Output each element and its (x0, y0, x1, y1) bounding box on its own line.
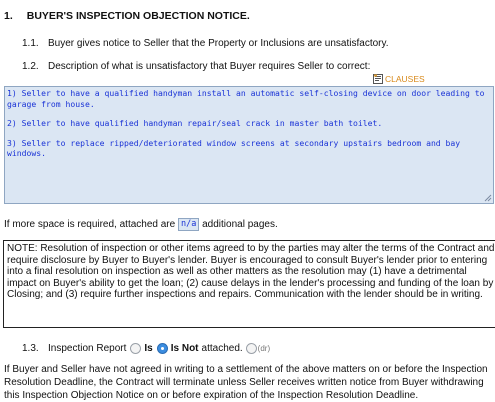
radio-is[interactable] (130, 343, 141, 354)
radio-is-not[interactable] (157, 343, 168, 354)
inspection-report-after: attached. (201, 343, 243, 354)
lender-note: NOTE: Resolution of inspection or other items agreed to by the parties may alter the terms of the Contract and require disclosure by Buyer to Buyer's lender. Buyer is encouraged to consult Buyer's lender prior to entering into a final resolution on inspection as well as other matters as the resolution may (1) have a detrimental impact on Buyer's ability to get the loan; (2) cause delays in the lender's processing and funding of the loan by Closing; and (3) require further inspections and repairs. Communication with the lender should be in writing. (3, 240, 495, 328)
additional-pages-before: If more space is required, attached are (4, 219, 176, 230)
item-1-2 (22, 61, 370, 72)
inspection-report-label: Inspection Report (48, 343, 127, 354)
additional-pages-after: additional pages. (202, 219, 278, 230)
clauses-button[interactable] (373, 74, 425, 84)
radio-dr-label: (dr) (257, 344, 271, 353)
inspection-report-line (22, 343, 270, 354)
clauses-icon (373, 74, 383, 84)
resize-handle-icon[interactable] (484, 194, 492, 202)
item-1-1-text: Buyer gives notice to Seller that the Property or Inclusions are unsatisfactory. (48, 38, 389, 49)
item-1-3-number: 1.3. (22, 343, 39, 354)
description-textarea[interactable] (4, 86, 494, 204)
section-title (4, 10, 250, 22)
item-1-1-number: 1.1. (22, 38, 39, 49)
additional-pages-line (4, 218, 278, 231)
section-number: 1. (4, 10, 13, 22)
item-1-1 (22, 38, 389, 49)
termination-paragraph: If Buyer and Seller have not agreed in writing to a settlement of the above matters on or before the Inspection Resolution Deadline, the Contract will terminate unless Seller receives written notice from Buyer withdrawing this Inspection Objection Notice on or before expiration of the Inspection Resolution Deadline. (4, 364, 488, 401)
item-1-2-number: 1.2. (22, 61, 39, 72)
description-item-2: 2) Seller to have qualified handyman repair/seal crack in master bath toilet. (7, 118, 383, 128)
section-title-text: BUYER'S INSPECTION OBJECTION NOTICE. (26, 10, 250, 22)
radio-is-not-label: Is Not (170, 343, 199, 354)
radio-dr[interactable] (246, 343, 257, 354)
item-1-2-text: Description of what is unsatisfactory that Buyer requires Seller to correct: (48, 61, 371, 72)
description-item-1: 1) Seller to have a qualified handyman install an automatic self-closing device on door leading to garage from house. (7, 88, 485, 109)
additional-pages-field[interactable]: n/a (178, 218, 199, 231)
radio-is-label: Is (144, 343, 153, 354)
clauses-label: CLAUSES (385, 74, 425, 84)
description-item-3: 3) Seller to replace ripped/deteriorated window screens at secondary upstairs bedroom and bay windows. (7, 137, 461, 158)
